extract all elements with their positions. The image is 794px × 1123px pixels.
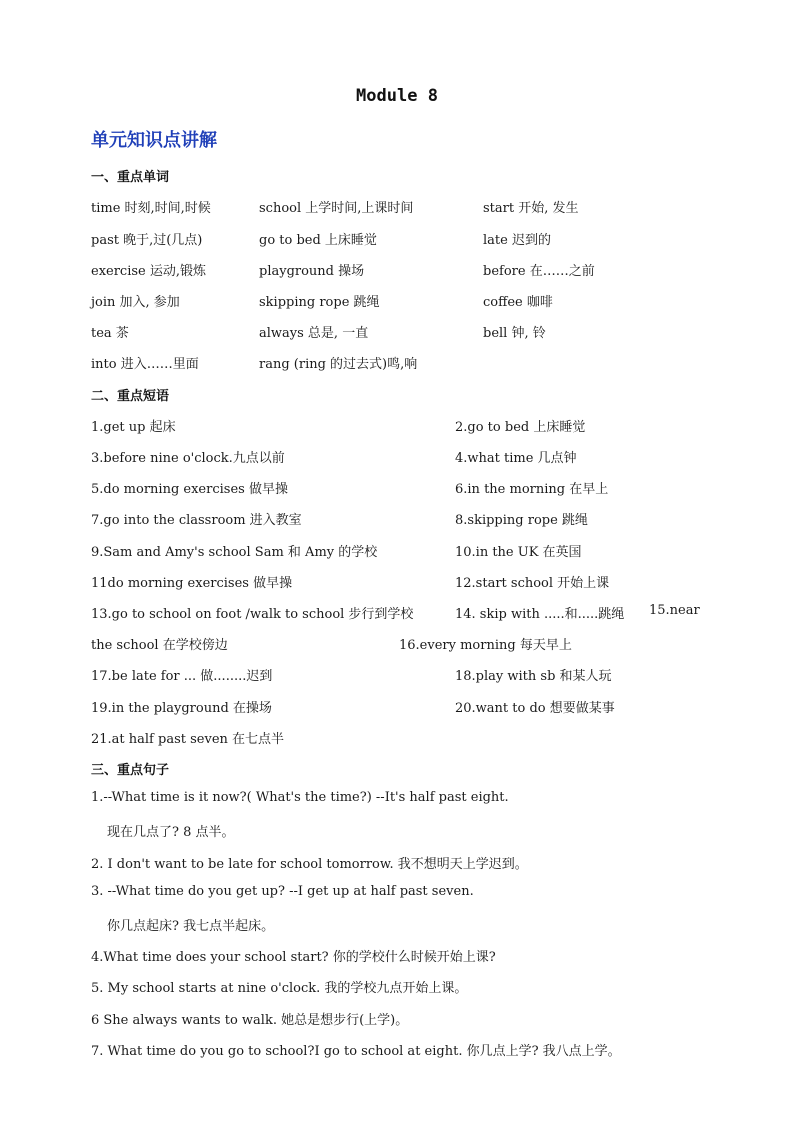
phrase-item: 4.what time 几点钟 [455, 451, 577, 466]
phrase-item: 15.near [649, 603, 700, 618]
word-cell: time 时刻,时间,时候 [91, 201, 211, 216]
word-cell: playground 操场 [259, 264, 365, 279]
phrase-item: 2.go to bed 上床睡觉 [455, 420, 586, 435]
word-cell: tea 茶 [91, 326, 129, 341]
phrase-item: 11do morning exercises 做早操 [91, 576, 293, 591]
sentence-item: 1.--What time is it now?( What's the time?) --It's half past eight. [91, 790, 509, 805]
unit-heading: 单元知识点讲解 [91, 130, 217, 151]
sentence-translation: 你几点起床? 我七点半起床。 [107, 919, 275, 934]
word-cell: past 晚于,过(几点) [91, 233, 203, 248]
word-cell: join 加入, 参加 [91, 295, 180, 310]
word-cell: bell 钟, 铃 [483, 326, 546, 341]
word-cell: coffee 咖啡 [483, 295, 553, 310]
phrase-item: 18.play with sb 和某人玩 [455, 669, 612, 684]
phrase-item: 6.in the morning 在早上 [455, 482, 609, 497]
phrase-item: 7.go into the classroom 进入教室 [91, 513, 302, 528]
phrase-item: 16.every morning 每天早上 [399, 638, 572, 653]
phrase-item: 20.want to do 想要做某事 [455, 701, 615, 716]
phrase-item: 1.get up 起床 [91, 420, 176, 435]
phrase-item: 19.in the playground 在操场 [91, 701, 272, 716]
sentence-item: 3. --What time do you get up? --I get up at half past seven. [91, 884, 474, 899]
sentence-translation: 现在几点了? 8 点半。 [107, 825, 235, 840]
word-cell: late 迟到的 [483, 233, 551, 248]
phrase-item: 10.in the UK 在英国 [455, 545, 582, 560]
phrase-item: 12.start school 开始上课 [455, 576, 610, 591]
word-cell: rang (ring 的过去式)鸣,响 [259, 357, 418, 372]
section-heading-words: 一、重点单词 [91, 170, 170, 185]
phrase-item: 8.skipping rope 跳绳 [455, 513, 588, 528]
phrase-item: 3.before nine o'clock.九点以前 [91, 451, 285, 466]
phrase-item: the school 在学校傍边 [91, 638, 228, 653]
sentence-item: 6 She always wants to walk. 她总是想步行(上学)。 [91, 1013, 409, 1028]
word-cell: always 总是, 一直 [259, 326, 369, 341]
word-cell: skipping rope 跳绳 [259, 295, 380, 310]
sentence-item: 2. I don't want to be late for school tomorrow. 我不想明天上学迟到。 [91, 857, 528, 872]
word-cell: exercise 运动,锻炼 [91, 264, 207, 279]
sentence-item: 4.What time does your school start? 你的学校什么时候开始上课? [91, 950, 496, 965]
word-cell: go to bed 上床睡觉 [259, 233, 377, 248]
section-heading-phrases: 二、重点短语 [91, 389, 170, 404]
phrase-item: 14. skip with .....和.....跳绳 [455, 607, 625, 622]
word-cell: before 在……之前 [483, 264, 595, 279]
page-title: Module 8 [356, 86, 438, 106]
phrase-item: 13.go to school on foot /walk to school 步行到学校 [91, 607, 414, 622]
phrase-item: 5.do morning exercises 做早操 [91, 482, 288, 497]
word-cell: start 开始, 发生 [483, 201, 579, 216]
word-cell: into 进入……里面 [91, 357, 199, 372]
sentence-item: 5. My school starts at nine o'clock. 我的学校九点开始上课。 [91, 981, 468, 996]
phrase-item: 17.be late for ... 做........迟到 [91, 669, 273, 684]
word-cell: school 上学时间,上课时间 [259, 201, 414, 216]
sentence-item: 7. What time do you go to school?I go to school at eight. 你几点上学? 我八点上学。 [91, 1044, 621, 1059]
section-heading-sentences: 三、重点句子 [91, 763, 170, 778]
phrase-item: 9.Sam and Amy's school Sam 和 Amy 的学校 [91, 545, 378, 560]
phrase-item: 21.at half past seven 在七点半 [91, 732, 285, 747]
